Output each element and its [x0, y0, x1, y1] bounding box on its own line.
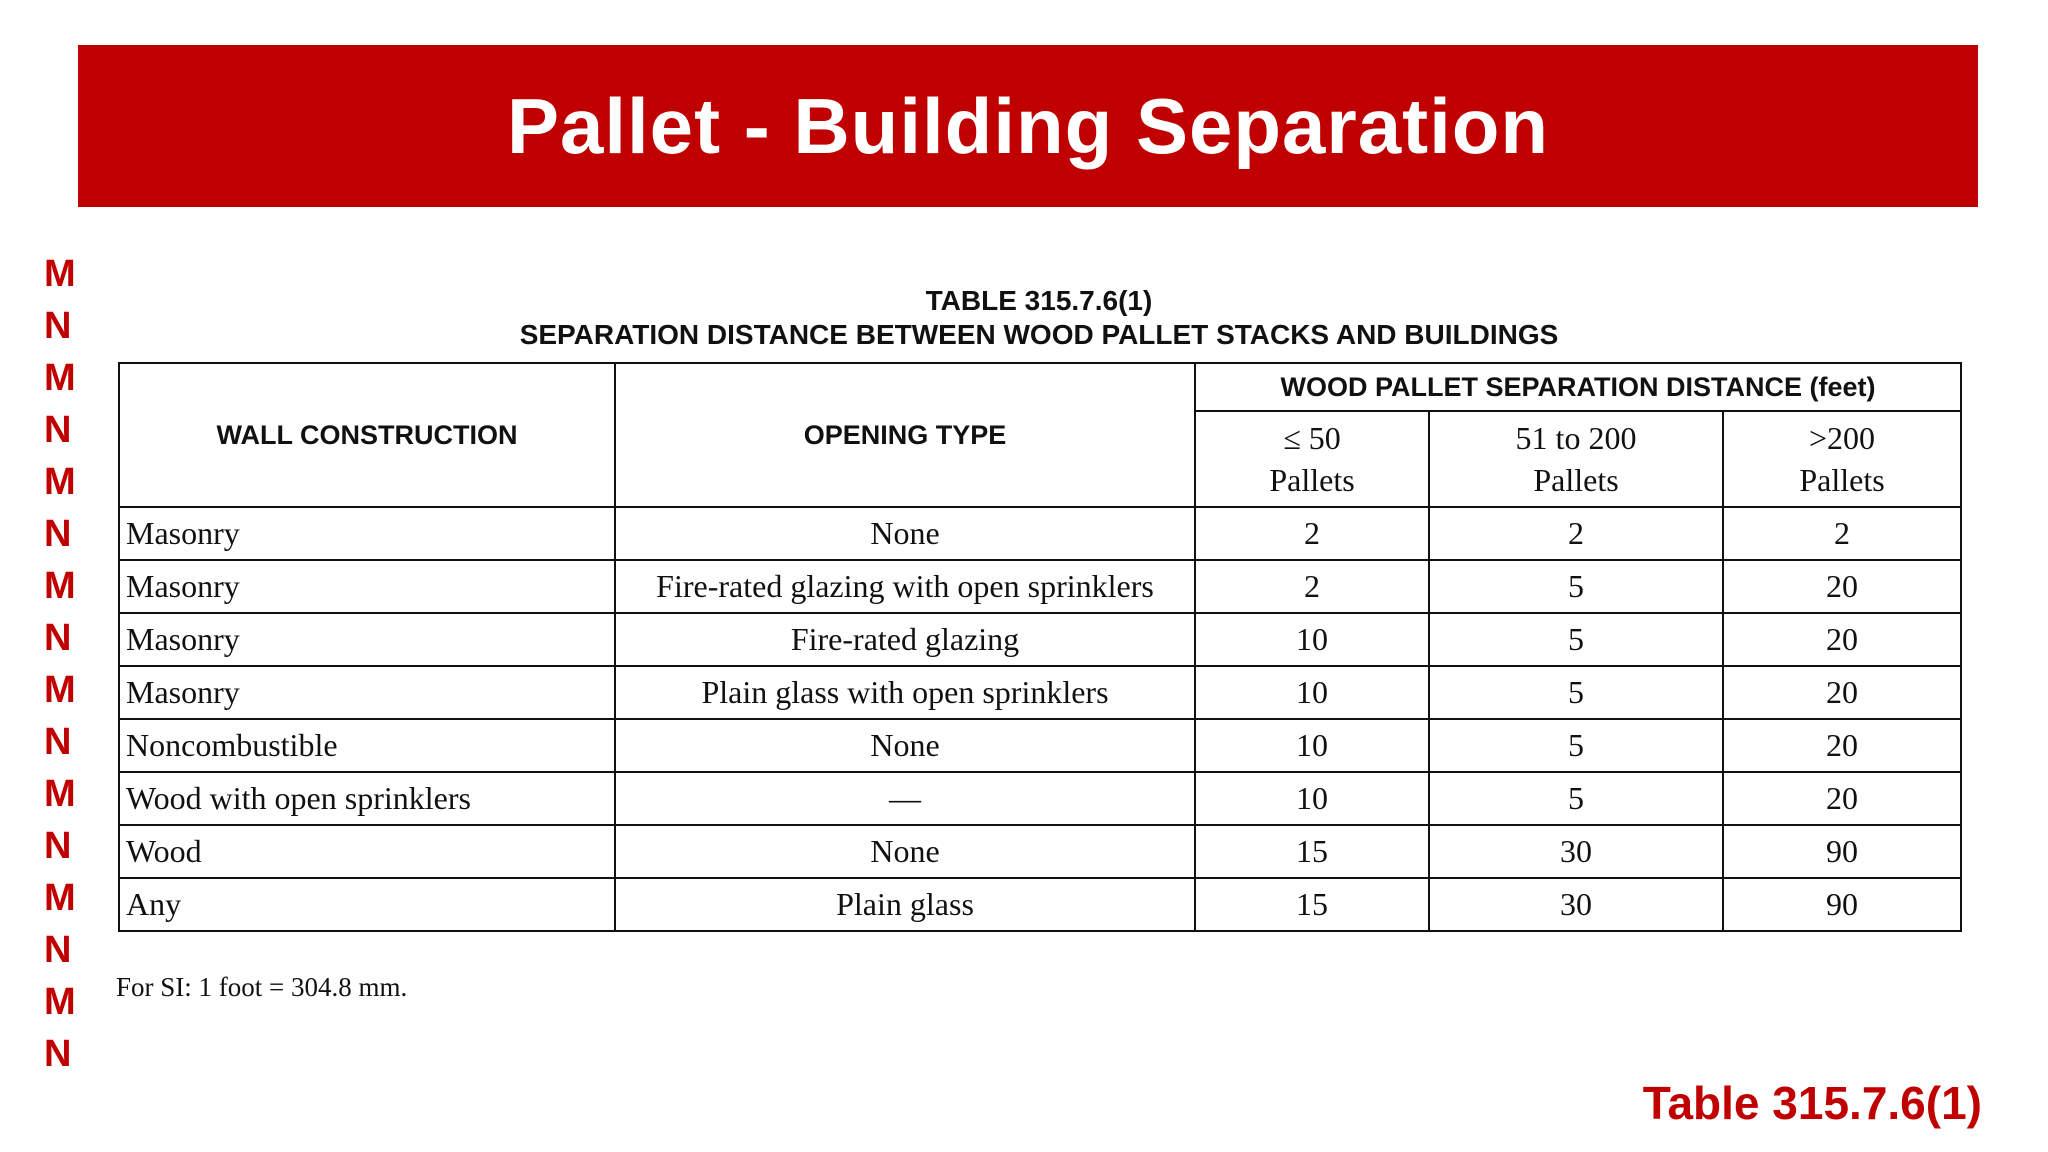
cell-distance-2: 5	[1429, 772, 1723, 825]
table-footnote: For SI: 1 foot = 304.8 mm.	[116, 972, 408, 1002]
cell-opening: Plain glass	[615, 878, 1195, 931]
cell-distance-1: 15	[1195, 825, 1429, 878]
cell-wall: Masonry	[119, 613, 615, 666]
header-distance-col-1-line1: ≤ 50	[1283, 420, 1341, 456]
header-distance-col-2-line2: Pallets	[1533, 462, 1619, 498]
table-row	[119, 560, 1961, 613]
cell-distance-2: 5	[1429, 613, 1723, 666]
side-letter: N	[44, 1033, 72, 1075]
cell-distance-3: 90	[1723, 878, 1961, 931]
header-distance-col-2-line1: 51 to 200	[1515, 420, 1637, 456]
cell-opening: None	[615, 507, 1195, 560]
side-letter: M	[44, 565, 76, 607]
cell-opening: None	[615, 719, 1195, 772]
header-wall-construction: WALL CONSTRUCTION	[119, 363, 615, 507]
cell-distance-2: 5	[1429, 560, 1723, 613]
side-letter: N	[44, 721, 72, 763]
side-letter: M	[44, 253, 76, 295]
side-letter: N	[44, 305, 72, 347]
cell-distance-3: 20	[1723, 560, 1961, 613]
cell-wall: Masonry	[119, 507, 615, 560]
table-heading	[118, 284, 1960, 352]
cell-wall: Any	[119, 878, 615, 931]
cell-distance-3: 20	[1723, 613, 1961, 666]
side-letter: N	[44, 617, 72, 659]
cell-distance-1: 2	[1195, 560, 1429, 613]
header-distance-col-2	[1429, 411, 1723, 507]
header-distance-group: WOOD PALLET SEPARATION DISTANCE (feet)	[1195, 363, 1961, 411]
table-row	[119, 613, 1961, 666]
side-letter: M	[44, 773, 76, 815]
cell-wall: Masonry	[119, 560, 615, 613]
table-row	[119, 666, 1961, 719]
cell-distance-3: 90	[1723, 825, 1961, 878]
table-row	[119, 772, 1961, 825]
cell-distance-2: 30	[1429, 825, 1723, 878]
header-distance-col-1-line2: Pallets	[1269, 462, 1355, 498]
cell-distance-1: 2	[1195, 507, 1429, 560]
table-row	[119, 719, 1961, 772]
table-number: TABLE 315.7.6(1)	[925, 285, 1153, 316]
table-row	[119, 825, 1961, 878]
cell-wall: Wood	[119, 825, 615, 878]
header-distance-col-1	[1195, 411, 1429, 507]
cell-distance-3: 20	[1723, 666, 1961, 719]
cell-distance-1: 10	[1195, 613, 1429, 666]
cell-wall: Noncombustible	[119, 719, 615, 772]
header-opening-type: OPENING TYPE	[615, 363, 1195, 507]
title-banner	[78, 45, 1978, 207]
cell-opening: Plain glass with open sprinklers	[615, 666, 1195, 719]
cell-distance-2: 5	[1429, 666, 1723, 719]
cell-distance-3: 20	[1723, 719, 1961, 772]
cell-distance-1: 10	[1195, 719, 1429, 772]
cell-wall: Wood with open sprinklers	[119, 772, 615, 825]
table-row	[119, 878, 1961, 931]
side-letter: N	[44, 929, 72, 971]
cell-distance-2: 30	[1429, 878, 1723, 931]
table-row	[119, 507, 1961, 560]
header-distance-col-3-line1: >200	[1808, 420, 1876, 456]
cell-distance-2: 2	[1429, 507, 1723, 560]
side-letter: M	[44, 357, 76, 399]
header-distance-col-3-line2: Pallets	[1799, 462, 1885, 498]
side-letter: M	[44, 981, 76, 1023]
cell-opening: —	[615, 772, 1195, 825]
cell-opening: None	[615, 825, 1195, 878]
separation-table	[118, 362, 1962, 932]
cell-opening: Fire-rated glazing with open sprinklers	[615, 560, 1195, 613]
table-reference: Table 315.7.6(1)	[1642, 1077, 1982, 1129]
side-letter: N	[44, 409, 72, 451]
table-caption: SEPARATION DISTANCE BETWEEN WOOD PALLET STACKS AND BUILDINGS	[519, 319, 1559, 350]
header-distance-col-3	[1723, 411, 1961, 507]
cell-distance-1: 15	[1195, 878, 1429, 931]
cell-distance-1: 10	[1195, 772, 1429, 825]
side-letter: N	[44, 825, 72, 867]
side-letter: M	[44, 461, 76, 503]
side-letter: M	[44, 877, 76, 919]
side-letter: N	[44, 513, 72, 555]
cell-opening: Fire-rated glazing	[615, 613, 1195, 666]
side-letter: M	[44, 669, 76, 711]
slide-title: Pallet - Building Separation	[506, 81, 1550, 170]
side-letter-column	[44, 248, 94, 1080]
cell-distance-3: 2	[1723, 507, 1961, 560]
cell-wall: Masonry	[119, 666, 615, 719]
cell-distance-1: 10	[1195, 666, 1429, 719]
cell-distance-3: 20	[1723, 772, 1961, 825]
cell-distance-2: 5	[1429, 719, 1723, 772]
